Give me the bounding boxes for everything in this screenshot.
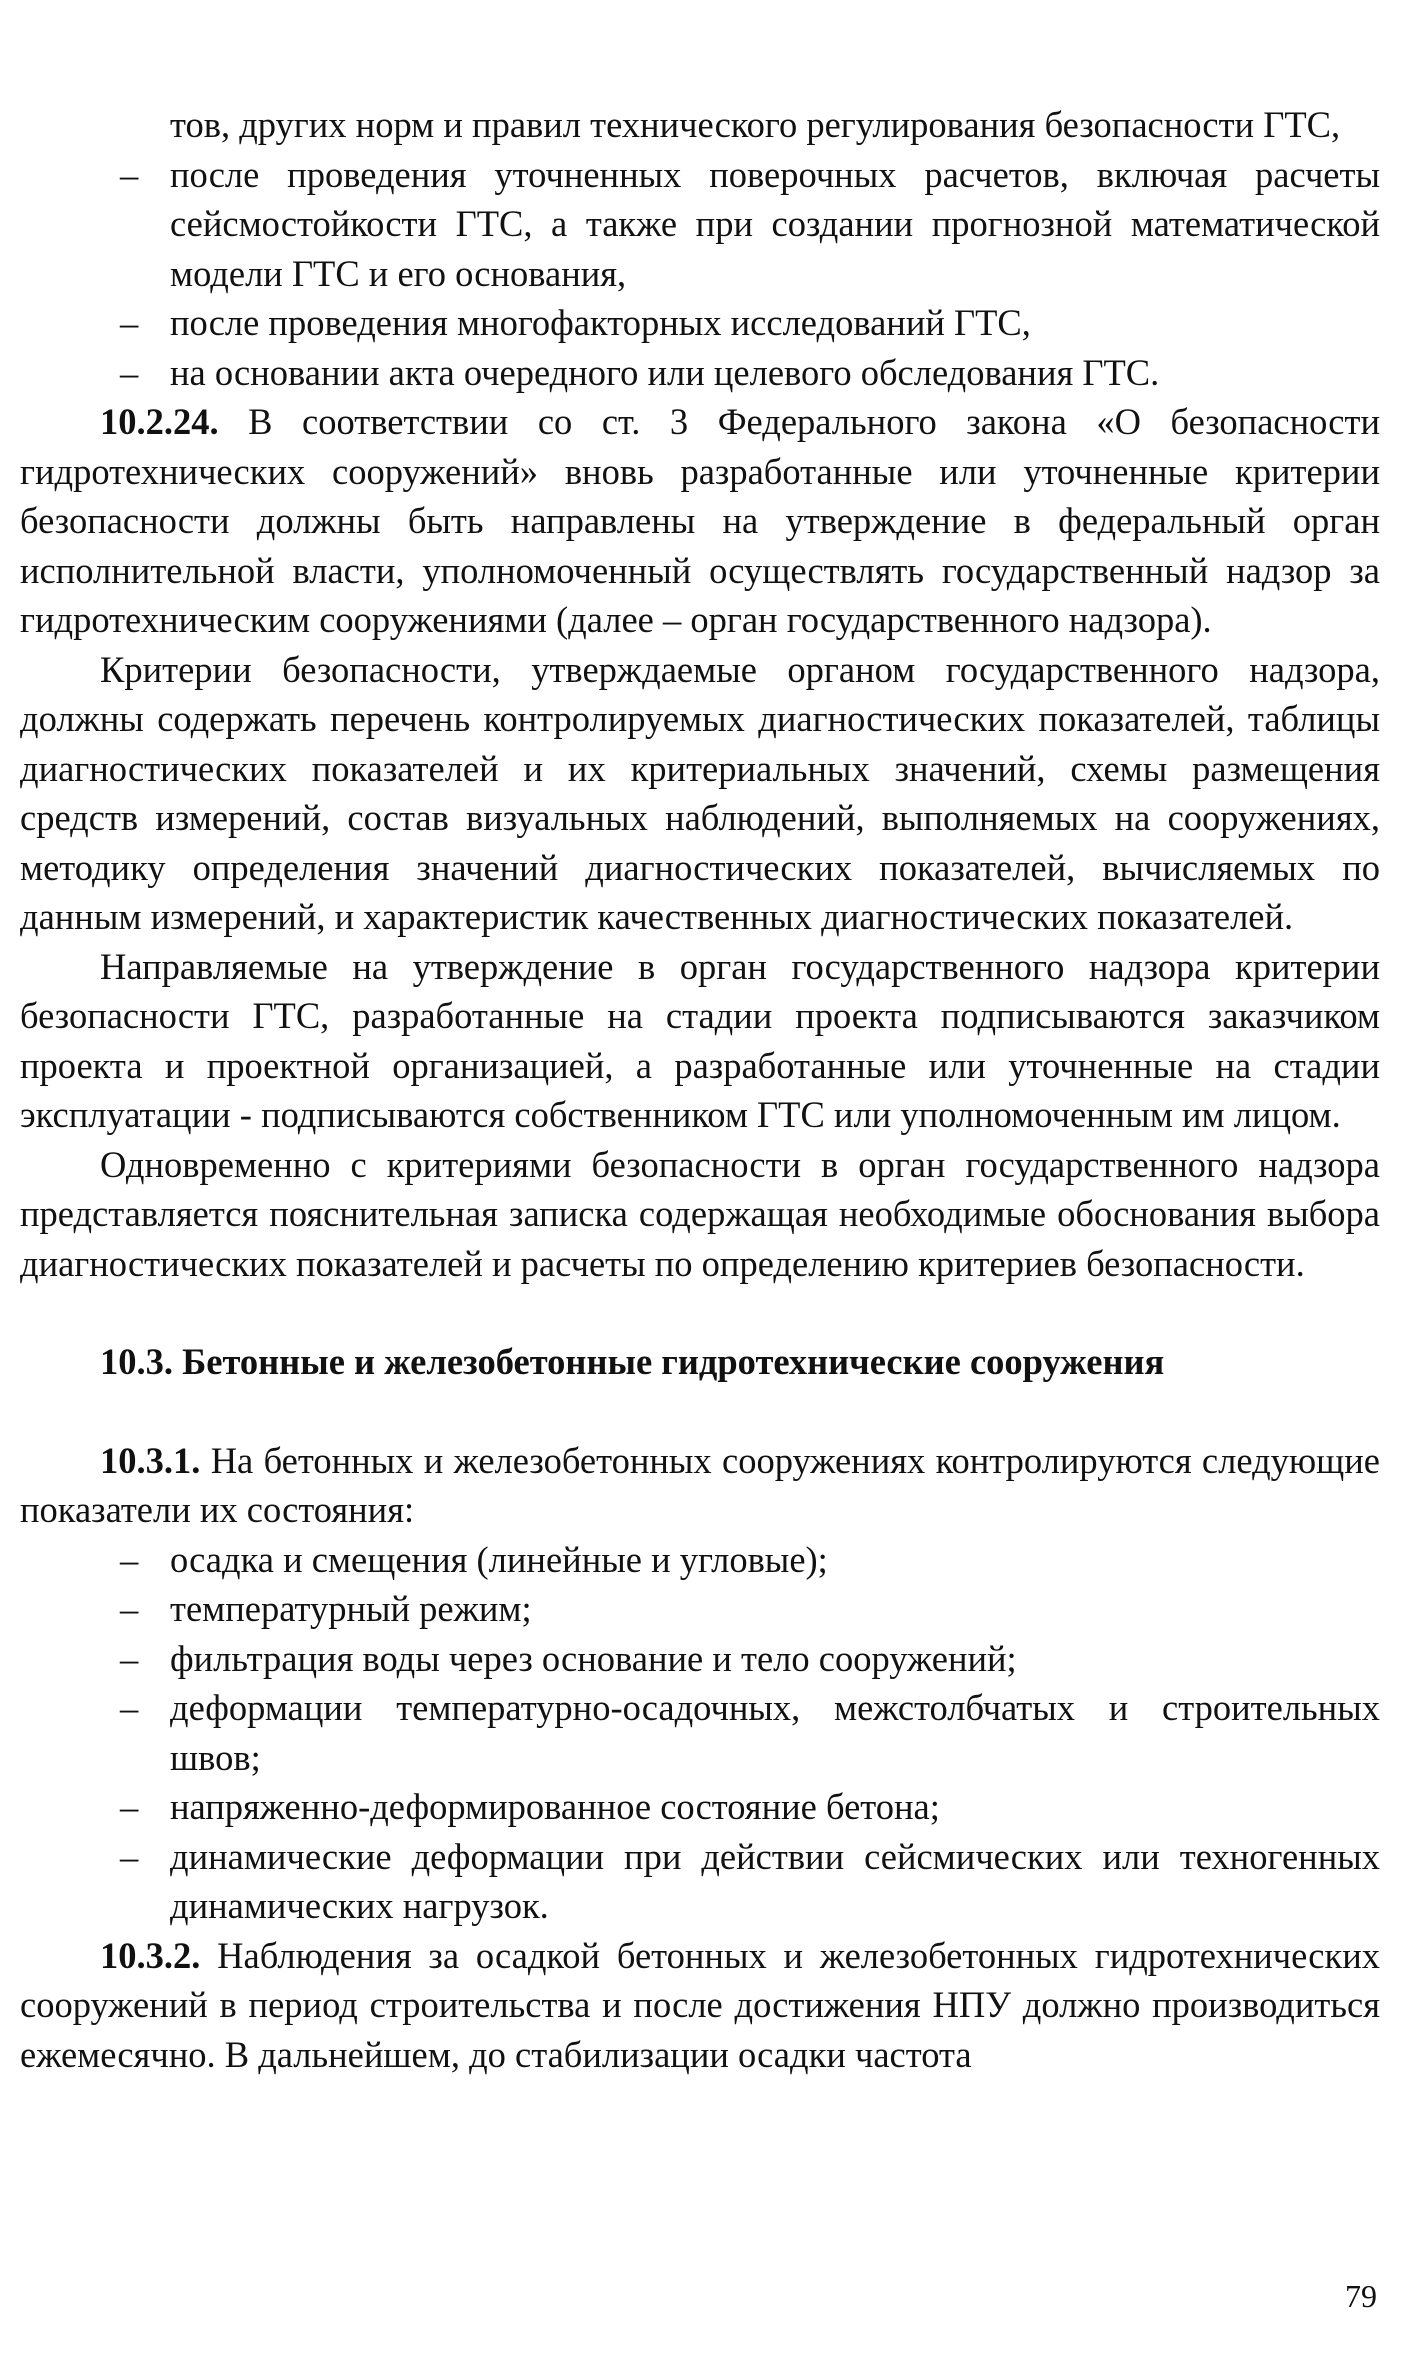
list-dash: – — [120, 1786, 139, 1827]
paragraph-text: В соответствии со ст. 3 Федерального закона «О безопасности гидротехнических сооружений» вновь разработанные или уточненные критерии безопасности должны быть направлены на утверждение в федеральный орган исполнительной власти, уполномоченный осуществлять государственный надзор за гидротехническим сооружениями (далее – орган государственного надзора). — [20, 401, 1380, 640]
list-item — [20, 298, 1380, 348]
list-item-text: динамические деформации при действии сейсмических или техногенных динамических нагрузок. — [170, 1835, 1380, 1926]
list-dash: – — [120, 1588, 139, 1629]
list-dash: – — [120, 1687, 139, 1728]
list-item-text: после проведения многофакторных исследований ГТС, — [170, 302, 1031, 343]
paragraph-10-3-1 — [20, 1436, 1380, 1535]
list-item-text: на основании акта очередного или целевого обследования ГТС. — [170, 351, 1160, 393]
paragraph-10-2-24 — [20, 397, 1380, 645]
page-number: 79 — [1345, 2278, 1377, 2314]
list-item-text: температурный режим; — [170, 1588, 532, 1629]
list-item — [20, 1683, 1380, 1782]
list-item — [20, 1535, 1380, 1585]
list-item-text: осадка и смещения (линейные и угловые); — [170, 1538, 828, 1580]
clause-number: 10.3.1. — [100, 1439, 201, 1481]
paragraph-text: На бетонных и железобетонных сооружениях контролируются следующие показатели их состояния: — [20, 1439, 1380, 1530]
list-dash: – — [120, 1637, 139, 1679]
list-item-text: после проведения уточненных поверочных расчетов, включая расчеты сейсмостойкости ГТС, а также при создании прогнозной математической модели ГТС и его основания, — [170, 153, 1380, 294]
paragraph-text: Наблюдения за осадкой бетонных и железобетонных гидротехнических сооружений в период строительства и после достижения НПУ должно производиться ежемесячно. В дальнейшем, до стабилизации осадки частота — [20, 1934, 1380, 2075]
list-item — [20, 1584, 1380, 1634]
list-item — [20, 1832, 1380, 1931]
list-dash: – — [120, 1835, 139, 1877]
list-item — [20, 348, 1380, 398]
list-dash: – — [120, 153, 139, 195]
clause-number: 10.2.24. — [100, 401, 219, 442]
paragraph-simultaneously: Одновременно с критериями безопасности в орган государственного надзора представляется пояснительная записка содержащая необходимые обоснования выбора диагностических показателей и расчеты по определению критериев безопасности. — [20, 1143, 1380, 1284]
paragraph-10-3-2 — [20, 1931, 1380, 2080]
paragraph-criteria: Критерии безопасности, утверждаемые органом государственного надзора, должны содержать перечень контролируемых диагностических показателей, таблицы диагностических показателей и их критериальных значений, схемы размещения средств измерений, состав визуальных наблюдений, выполняемых на сооружениях, методику определения значений диагностических показателей, вычисляемых по данным измерений, и характеристик качественных диагностических показателей. — [20, 648, 1380, 937]
list-item-text: деформации температурно-осадочных, межстолбчатых и строительных швов; — [170, 1687, 1380, 1778]
clause-number: 10.3.2. — [100, 1934, 201, 1976]
list-item-text: напряженно-деформированное состояние бетона; — [170, 1786, 940, 1827]
list-item-text: фильтрация воды через основание и тело сооружений; — [170, 1637, 1017, 1679]
list-dash: – — [120, 1538, 139, 1580]
list-item — [20, 1782, 1380, 1832]
page-body — [20, 100, 1380, 2079]
list-item — [20, 1634, 1380, 1684]
list-item — [20, 150, 1380, 299]
section-heading: 10.3. Бетонные и железобетонные гидротехнические сооружения — [100, 1341, 1165, 1382]
list-dash: – — [120, 302, 139, 343]
continuation-text: тов, других норм и правил технического регулирования безопасности ГТС, — [170, 104, 1341, 145]
paragraph-submission: Направляемые на утверждение в орган государственного надзора критерии безопасности ГТС, разработанные на стадии проекта подписываются заказчиком проекта и проектной организацией, а разработанные или уточненные на стадии эксплуатации - подписываются собственником ГТС или уполномоченным им лицом. — [20, 945, 1380, 1135]
list-dash: – — [120, 351, 139, 393]
